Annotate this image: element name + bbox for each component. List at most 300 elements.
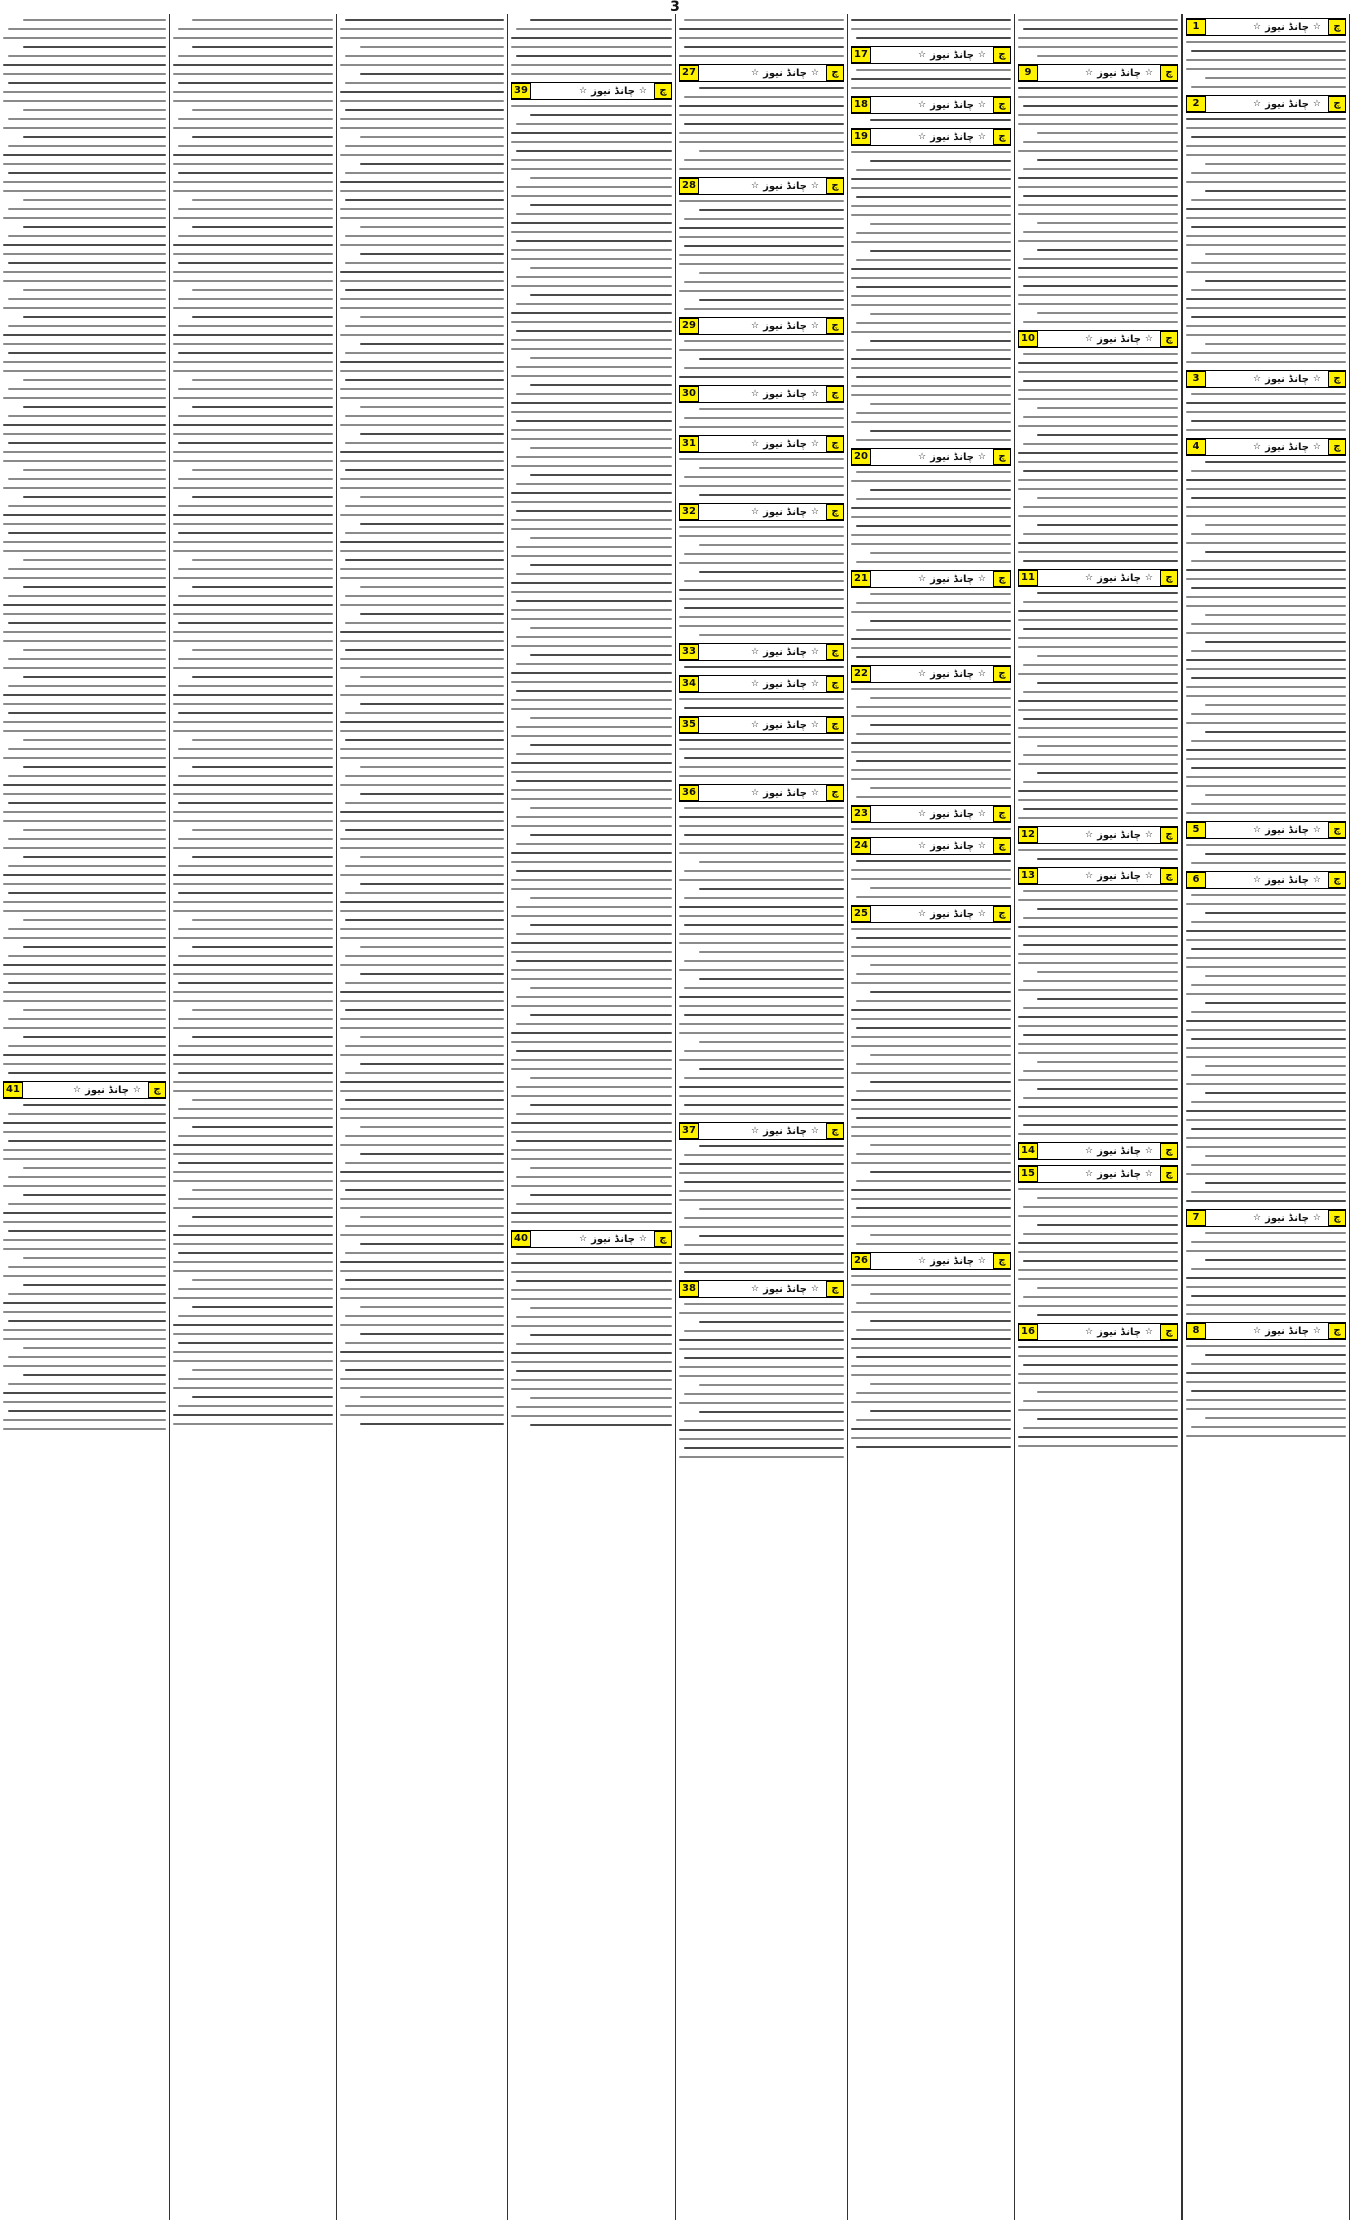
text-line bbox=[679, 1456, 844, 1458]
text-line bbox=[23, 1347, 166, 1349]
text-line bbox=[684, 1271, 844, 1273]
text-line bbox=[3, 1311, 166, 1313]
text-line bbox=[516, 213, 672, 215]
news-item-header bbox=[511, 1230, 672, 1248]
text-line bbox=[856, 525, 1011, 527]
text-line bbox=[340, 460, 504, 462]
text-line bbox=[856, 259, 1011, 261]
text-line bbox=[699, 150, 844, 152]
text-line bbox=[1205, 1417, 1346, 1419]
text-line bbox=[1018, 1188, 1178, 1190]
text-line bbox=[870, 403, 1011, 405]
text-line bbox=[851, 1018, 1011, 1020]
text-line bbox=[516, 1176, 672, 1178]
text-line bbox=[360, 433, 504, 435]
text-line bbox=[1037, 524, 1178, 526]
star-icon: ☆ bbox=[918, 574, 927, 584]
text-line bbox=[3, 163, 166, 165]
text-line bbox=[3, 361, 166, 363]
text-line bbox=[851, 331, 1011, 333]
text-line bbox=[684, 281, 844, 283]
text-line bbox=[8, 1383, 166, 1385]
text-line bbox=[3, 280, 166, 282]
text-line bbox=[856, 196, 1011, 198]
text-line bbox=[684, 870, 844, 872]
text-line bbox=[340, 271, 504, 273]
text-line bbox=[1191, 393, 1346, 395]
text-line bbox=[345, 919, 504, 921]
text-line bbox=[3, 1302, 166, 1304]
column-5 bbox=[508, 14, 676, 2220]
text-line bbox=[851, 394, 1011, 396]
text-line bbox=[511, 699, 672, 701]
section-title: چانڈ نیوز bbox=[763, 180, 807, 192]
text-line bbox=[851, 507, 1011, 509]
star-icon: ☆ bbox=[1253, 825, 1262, 835]
news-item-number: 38 bbox=[679, 1281, 699, 1297]
news-item-number: 33 bbox=[679, 644, 699, 660]
star-icon: ☆ bbox=[810, 181, 819, 191]
text-line bbox=[1191, 560, 1346, 562]
text-line bbox=[340, 1378, 504, 1380]
text-line bbox=[192, 46, 333, 48]
news-item-number: 13 bbox=[1018, 868, 1038, 884]
text-line bbox=[679, 996, 844, 998]
text-line bbox=[1023, 1034, 1178, 1036]
text-line bbox=[870, 223, 1011, 225]
text-line bbox=[1018, 150, 1178, 152]
text-line bbox=[511, 429, 672, 431]
text-line bbox=[1037, 1088, 1178, 1090]
text-line bbox=[173, 1207, 333, 1209]
text-line bbox=[192, 739, 333, 741]
text-line bbox=[8, 352, 166, 354]
star-icon: ☆ bbox=[918, 669, 927, 679]
text-line bbox=[173, 613, 333, 615]
text-line bbox=[1018, 123, 1178, 125]
news-item-number: 8 bbox=[1186, 1323, 1206, 1339]
text-line bbox=[173, 1423, 333, 1425]
text-line bbox=[699, 861, 844, 863]
text-line bbox=[679, 485, 844, 487]
text-line bbox=[856, 706, 1011, 708]
text-line bbox=[340, 1027, 504, 1029]
text-line bbox=[345, 442, 504, 444]
text-line bbox=[516, 1280, 672, 1282]
text-line bbox=[511, 951, 672, 953]
text-line bbox=[8, 1203, 166, 1205]
news-item-header bbox=[679, 784, 844, 802]
text-line bbox=[684, 924, 844, 926]
text-line bbox=[345, 685, 504, 687]
text-line bbox=[1037, 55, 1178, 57]
text-line bbox=[1018, 1445, 1178, 1447]
text-line bbox=[511, 735, 672, 737]
text-line bbox=[516, 1343, 672, 1345]
text-line bbox=[511, 339, 672, 341]
text-line bbox=[173, 1081, 333, 1083]
text-line bbox=[1018, 19, 1178, 21]
text-line bbox=[511, 1131, 672, 1133]
text-line bbox=[851, 268, 1011, 270]
brand-logo-icon: چ bbox=[993, 449, 1011, 465]
text-line bbox=[1018, 727, 1178, 729]
text-line bbox=[360, 343, 504, 345]
text-line bbox=[516, 303, 672, 305]
text-line bbox=[684, 1154, 844, 1156]
text-line bbox=[1018, 371, 1178, 373]
text-line bbox=[173, 280, 333, 282]
text-line bbox=[3, 487, 166, 489]
text-line bbox=[1018, 479, 1178, 481]
text-line bbox=[340, 298, 504, 300]
brand-logo-icon: چ bbox=[1328, 371, 1346, 387]
text-line bbox=[1191, 650, 1346, 652]
text-line bbox=[340, 757, 504, 759]
star-icon: ☆ bbox=[977, 809, 986, 819]
text-line bbox=[8, 982, 166, 984]
text-line bbox=[851, 1275, 1011, 1277]
news-item-header bbox=[679, 643, 844, 661]
text-line bbox=[1023, 628, 1178, 630]
text-line bbox=[516, 28, 672, 30]
brand-logo-icon: چ bbox=[993, 1253, 1011, 1269]
text-line bbox=[530, 1397, 672, 1399]
text-line bbox=[3, 1122, 166, 1124]
text-line bbox=[1018, 204, 1178, 206]
text-line bbox=[856, 232, 1011, 234]
section-title: چانڈ نیوز bbox=[930, 573, 974, 585]
text-line bbox=[1018, 488, 1178, 490]
text-line bbox=[856, 286, 1011, 288]
text-line bbox=[1018, 389, 1178, 391]
text-line bbox=[192, 379, 333, 381]
text-line bbox=[8, 622, 166, 624]
text-line bbox=[1018, 276, 1178, 278]
text-line bbox=[8, 1293, 166, 1295]
text-line bbox=[192, 226, 333, 228]
text-line bbox=[699, 494, 844, 496]
text-line bbox=[1023, 1097, 1178, 1099]
text-line bbox=[870, 1234, 1011, 1236]
text-line bbox=[870, 1293, 1011, 1295]
text-line bbox=[1186, 596, 1346, 598]
text-line bbox=[345, 559, 504, 561]
text-line bbox=[511, 1032, 672, 1034]
text-line bbox=[178, 415, 333, 417]
text-line bbox=[1186, 1372, 1346, 1374]
text-line bbox=[1018, 646, 1178, 648]
text-line bbox=[530, 114, 672, 116]
section-title: چانڈ نیوز bbox=[1265, 441, 1309, 453]
text-line bbox=[1191, 1426, 1346, 1428]
text-line bbox=[1186, 479, 1346, 481]
text-line bbox=[340, 478, 504, 480]
text-line bbox=[3, 181, 166, 183]
text-line bbox=[8, 298, 166, 300]
text-line bbox=[1205, 551, 1346, 553]
text-line bbox=[360, 793, 504, 795]
text-line bbox=[684, 757, 844, 759]
text-line bbox=[192, 1126, 333, 1128]
text-line bbox=[1186, 307, 1346, 309]
text-line bbox=[1018, 1079, 1178, 1081]
text-line bbox=[340, 631, 504, 633]
text-line bbox=[684, 1330, 844, 1332]
text-line bbox=[684, 834, 844, 836]
text-line bbox=[192, 316, 333, 318]
text-line bbox=[851, 358, 1011, 360]
text-line bbox=[1205, 1002, 1346, 1004]
text-line bbox=[1018, 799, 1178, 801]
text-line bbox=[1023, 890, 1178, 892]
text-line bbox=[511, 501, 672, 503]
text-line bbox=[1205, 1354, 1346, 1356]
text-line bbox=[173, 1180, 333, 1182]
text-line bbox=[173, 523, 333, 525]
brand-logo-icon: چ bbox=[826, 65, 844, 81]
text-line bbox=[1018, 1043, 1178, 1045]
text-line bbox=[192, 469, 333, 471]
text-line bbox=[340, 487, 504, 489]
text-line bbox=[1186, 1137, 1346, 1139]
text-line bbox=[856, 602, 1011, 604]
text-line bbox=[192, 19, 333, 21]
text-line bbox=[851, 769, 1011, 771]
text-line bbox=[516, 960, 672, 962]
text-line bbox=[870, 160, 1011, 162]
text-line bbox=[856, 1329, 1011, 1331]
text-line bbox=[699, 272, 844, 274]
brand-logo-icon: چ bbox=[1160, 65, 1178, 81]
text-line bbox=[1205, 1092, 1346, 1094]
text-line bbox=[3, 1054, 166, 1056]
news-item-header bbox=[1018, 1142, 1178, 1160]
text-line bbox=[679, 739, 844, 741]
text-line bbox=[1023, 1070, 1178, 1072]
text-line bbox=[173, 1243, 333, 1245]
text-line bbox=[530, 267, 672, 269]
text-line bbox=[856, 1392, 1011, 1394]
text-line bbox=[1018, 1052, 1178, 1054]
text-line bbox=[360, 163, 504, 165]
text-line bbox=[23, 379, 166, 381]
text-line bbox=[511, 321, 672, 323]
text-line bbox=[192, 829, 333, 831]
text-line bbox=[345, 1135, 504, 1137]
section-title: چانڈ نیوز bbox=[1265, 1212, 1309, 1224]
text-line bbox=[192, 586, 333, 588]
text-line bbox=[1018, 1355, 1178, 1357]
section-title: چانڈ نیوز bbox=[1265, 874, 1309, 886]
text-line bbox=[856, 1063, 1011, 1065]
text-line bbox=[511, 1212, 672, 1214]
text-line bbox=[684, 1077, 844, 1079]
text-line bbox=[192, 136, 333, 138]
text-line bbox=[511, 1289, 672, 1291]
text-line bbox=[684, 960, 844, 962]
text-line bbox=[851, 1072, 1011, 1074]
text-line bbox=[511, 762, 672, 764]
text-line bbox=[679, 852, 844, 854]
text-line bbox=[340, 397, 504, 399]
text-line bbox=[516, 546, 672, 548]
text-line bbox=[1037, 908, 1178, 910]
star-icon: ☆ bbox=[1085, 1146, 1094, 1156]
text-line bbox=[1018, 515, 1178, 517]
text-line bbox=[3, 883, 166, 885]
text-line bbox=[173, 1333, 333, 1335]
star-icon: ☆ bbox=[751, 1284, 760, 1294]
text-line bbox=[856, 1207, 1011, 1209]
star-icon: ☆ bbox=[638, 1234, 647, 1244]
text-line bbox=[23, 829, 166, 831]
text-line bbox=[679, 625, 844, 627]
text-line bbox=[851, 534, 1011, 536]
star-icon: ☆ bbox=[810, 389, 819, 399]
text-line bbox=[1191, 740, 1346, 742]
text-line bbox=[173, 154, 333, 156]
text-line bbox=[511, 37, 672, 39]
text-line bbox=[511, 73, 672, 75]
star-icon: ☆ bbox=[1253, 99, 1262, 109]
text-line bbox=[851, 1009, 1011, 1011]
text-line bbox=[3, 190, 166, 192]
text-line bbox=[1205, 614, 1346, 616]
text-line bbox=[3, 370, 166, 372]
text-line bbox=[516, 753, 672, 755]
text-line bbox=[851, 1198, 1011, 1200]
text-line bbox=[1018, 962, 1178, 964]
text-line bbox=[679, 589, 844, 591]
text-line bbox=[173, 784, 333, 786]
column-3 bbox=[848, 14, 1015, 2220]
text-line bbox=[851, 878, 1011, 880]
text-line bbox=[345, 235, 504, 237]
news-item-number: 34 bbox=[679, 676, 699, 692]
text-line bbox=[679, 816, 844, 818]
text-line bbox=[530, 1104, 672, 1106]
column-6 bbox=[337, 14, 508, 2220]
text-line bbox=[340, 838, 504, 840]
text-line bbox=[3, 604, 166, 606]
text-line bbox=[340, 208, 504, 210]
text-line bbox=[1186, 659, 1346, 661]
text-line bbox=[511, 1271, 672, 1273]
text-line bbox=[530, 474, 672, 476]
star-icon: ☆ bbox=[1253, 22, 1262, 32]
text-line bbox=[856, 1117, 1011, 1119]
text-line bbox=[1023, 808, 1178, 810]
text-line bbox=[3, 937, 166, 939]
text-line bbox=[23, 109, 166, 111]
text-line bbox=[851, 1108, 1011, 1110]
star-icon: ☆ bbox=[1144, 830, 1153, 840]
text-line bbox=[851, 828, 1011, 830]
text-line bbox=[684, 1420, 844, 1422]
text-line bbox=[173, 1414, 333, 1416]
text-line bbox=[1037, 1391, 1178, 1393]
text-line bbox=[1018, 267, 1178, 269]
text-line bbox=[345, 352, 504, 354]
section-title: چانڈ نیوز bbox=[591, 1233, 635, 1245]
text-line bbox=[340, 577, 504, 579]
text-line bbox=[340, 1324, 504, 1326]
text-line bbox=[3, 793, 166, 795]
star-icon: ☆ bbox=[1253, 875, 1262, 885]
text-line bbox=[3, 784, 166, 786]
text-line bbox=[684, 580, 844, 582]
text-line bbox=[1023, 1124, 1178, 1126]
text-line bbox=[1037, 998, 1178, 1000]
text-line bbox=[3, 100, 166, 102]
news-item-header bbox=[1018, 1165, 1178, 1183]
text-line bbox=[851, 1428, 1011, 1430]
text-line bbox=[1186, 181, 1346, 183]
text-line bbox=[1018, 46, 1178, 48]
text-line bbox=[1018, 362, 1178, 364]
text-line bbox=[173, 244, 333, 246]
column-8 bbox=[0, 14, 170, 2220]
section-title: چانڈ نیوز bbox=[763, 719, 807, 731]
news-item-number: 29 bbox=[679, 318, 699, 334]
text-line bbox=[360, 523, 504, 525]
news-item-number: 40 bbox=[511, 1231, 531, 1247]
text-line bbox=[173, 397, 333, 399]
text-line bbox=[851, 178, 1011, 180]
text-line bbox=[851, 1099, 1011, 1101]
text-line bbox=[8, 685, 166, 687]
text-line bbox=[3, 730, 166, 732]
text-line bbox=[511, 195, 672, 197]
star-icon: ☆ bbox=[918, 841, 927, 851]
star-icon: ☆ bbox=[1253, 1213, 1262, 1223]
text-line bbox=[1205, 853, 1346, 855]
text-line bbox=[511, 285, 672, 287]
text-line bbox=[173, 883, 333, 885]
star-icon: ☆ bbox=[810, 720, 819, 730]
brand-logo-icon: چ bbox=[1160, 1324, 1178, 1340]
text-line bbox=[511, 1325, 672, 1327]
text-line bbox=[851, 946, 1011, 948]
text-line bbox=[684, 987, 844, 989]
text-line bbox=[1023, 980, 1178, 982]
text-line bbox=[178, 748, 333, 750]
text-line bbox=[173, 1171, 333, 1173]
text-line bbox=[8, 325, 166, 327]
text-line bbox=[870, 724, 1011, 726]
text-line bbox=[1023, 601, 1178, 603]
text-line bbox=[1186, 1435, 1346, 1437]
text-line bbox=[192, 1216, 333, 1218]
text-line bbox=[856, 412, 1011, 414]
star-icon: ☆ bbox=[579, 86, 588, 96]
news-item-header bbox=[851, 128, 1011, 146]
star-icon: ☆ bbox=[1085, 573, 1094, 583]
text-line bbox=[1186, 957, 1346, 959]
text-line bbox=[3, 1158, 166, 1160]
text-line bbox=[1205, 280, 1346, 282]
text-line bbox=[1191, 862, 1346, 864]
text-line bbox=[3, 1401, 166, 1403]
text-line bbox=[173, 910, 333, 912]
text-line bbox=[699, 1041, 844, 1043]
text-line bbox=[340, 1018, 504, 1020]
text-line bbox=[1023, 1296, 1178, 1298]
text-line bbox=[679, 1339, 844, 1341]
text-line bbox=[1023, 1427, 1178, 1429]
text-line bbox=[1186, 41, 1346, 43]
